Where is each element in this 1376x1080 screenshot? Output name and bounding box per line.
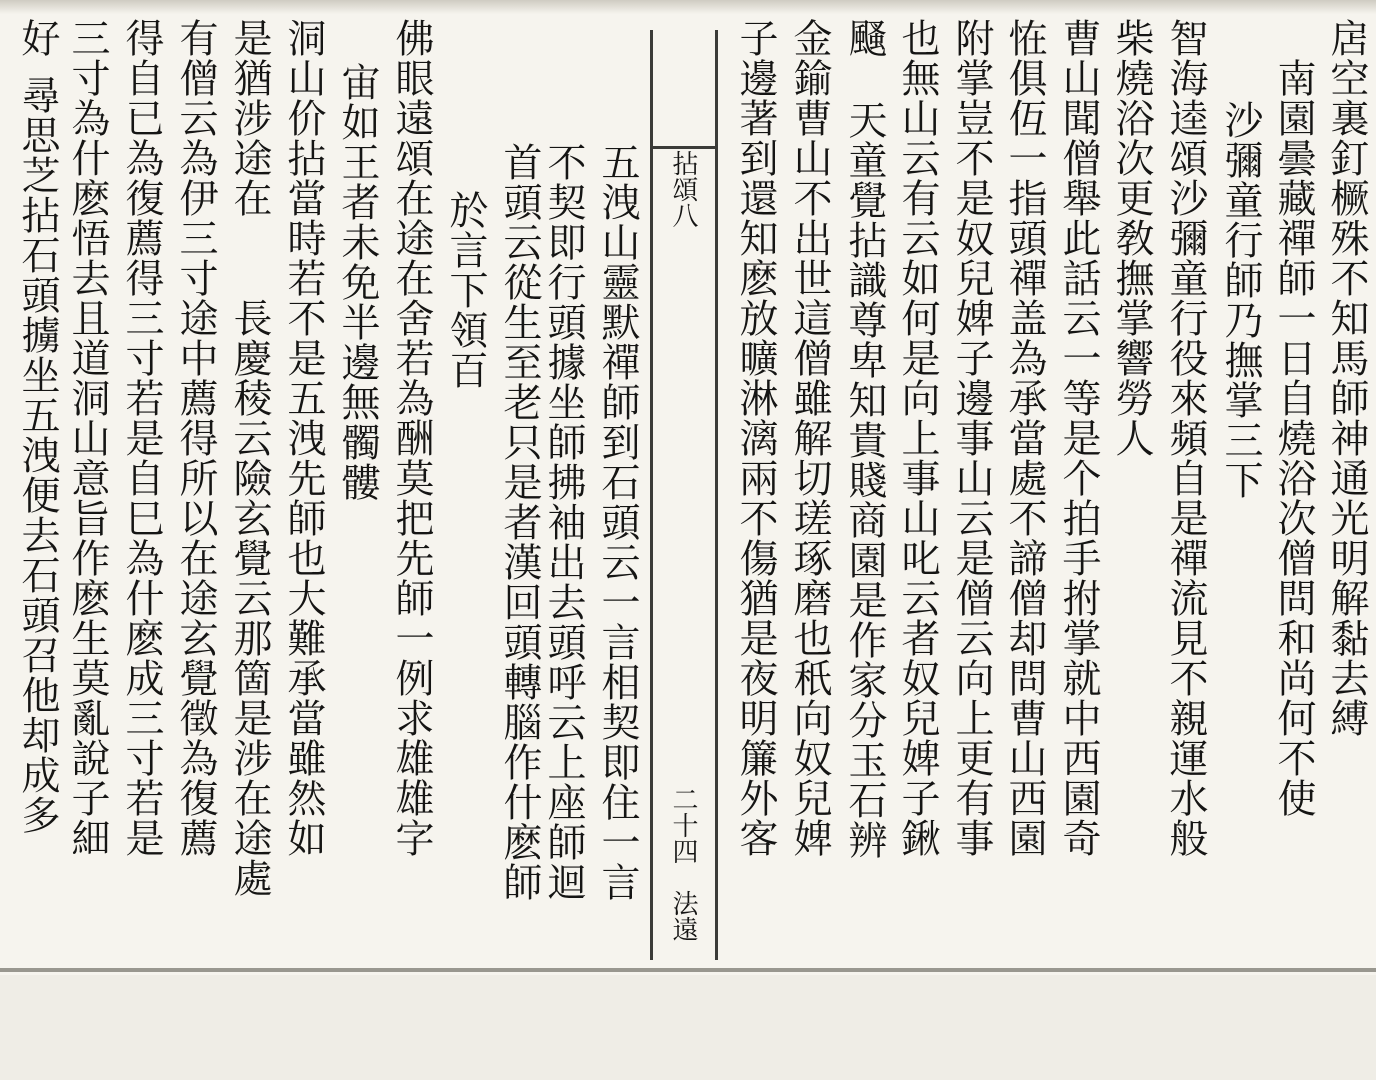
page-margin-band [0, 975, 1376, 1080]
text-column-9: 也無山云有云如何是向上事山叱云者奴兒婢子鍬 [895, 18, 940, 858]
text-column-22: 有僧云為伊三寸途中薦得所以在途玄覺徵為復薦 [173, 18, 218, 858]
text-column-24: 三寸為什麽悟去且道洞山意旨作麽生莫亂說子細 [65, 18, 110, 858]
text-column-13: 子邊著到還知麽放曠淋漓兩不傷猶是夜明簾外客 [733, 18, 778, 858]
text-column-17: 於言下領百 [443, 190, 488, 390]
section-tab-label: 拈頌八 [668, 150, 698, 228]
text-column-23: 得自已為復薦得三寸若是自巳為什麽成三寸若是 [119, 18, 164, 858]
text-column-7: 恠俱仾一指頭禪盖為承當處不諦僧却問曹山西園 [1002, 18, 1047, 858]
text-column-20: 洞山价拈當時若不是五洩先師也大難承當雖然如 [281, 18, 326, 858]
text-column-19: 宙如王者未免半邊無髑髏 [335, 62, 380, 502]
text-column-11: 天童覺拈識尊卑知貴賤商園是作家分玉石辨 [842, 100, 887, 860]
text-column-6: 曹山聞僧舉此話云一等是个拍手拊掌就中西園奇 [1056, 18, 1101, 858]
text-column-25: 尋思芝拈石頭擄坐五洩便去石頭召他却成多 [15, 75, 60, 835]
text-column-3: 沙彌童行師乃撫掌三下 [1218, 100, 1263, 500]
tab-rule-top [650, 146, 718, 149]
tail-note: 法遠 [668, 890, 698, 942]
fold-rule-right [715, 30, 718, 960]
text-column-16: 首頭云從生至老只是者漢回頭轉腦作什麽師 [497, 142, 542, 902]
text-column-2: 南園曇藏禪師一日自燒浴次僧問和尚何不使 [1271, 58, 1316, 818]
text-column-18: 佛眼遠頌在途在舍若為酬莫把先師一例求雄雄字 [389, 18, 434, 858]
text-column-15: 不契即行頭據坐師拂袖出去頭呼云上座師迴 [541, 142, 586, 902]
page-number: 二十四 [668, 786, 698, 864]
text-column-5: 柴燒浴次更敎撫掌響勞人 [1109, 18, 1154, 458]
fold-rule-left [650, 30, 653, 960]
page-edge-line [0, 968, 1376, 972]
text-column-21: 是猶涉途在 長慶稜云險玄覺云那箇是涉在途處 [227, 18, 272, 898]
text-column-4: 智海逵頌沙彌童行役來頻自是禪流見不親運水般 [1163, 18, 1208, 858]
text-column-1: 扂空裏釘橛殊不知馬師神通光明解黏去縛 [1324, 18, 1369, 738]
top-shadow [0, 0, 1376, 14]
text-column-14: 五洩山靈默禪師到石頭云一言相契即住一言 [595, 142, 640, 902]
text-column-8: 附掌豈不是奴兒婢子邊事山云是僧云向上更有事 [949, 18, 994, 858]
text-column-10: 颾 [842, 18, 887, 58]
text-column-26: 好 [15, 18, 60, 58]
text-column-12: 金鍮曹山不出世這僧雖解切瑳琢磨也秖向奴兒婢 [787, 18, 832, 858]
